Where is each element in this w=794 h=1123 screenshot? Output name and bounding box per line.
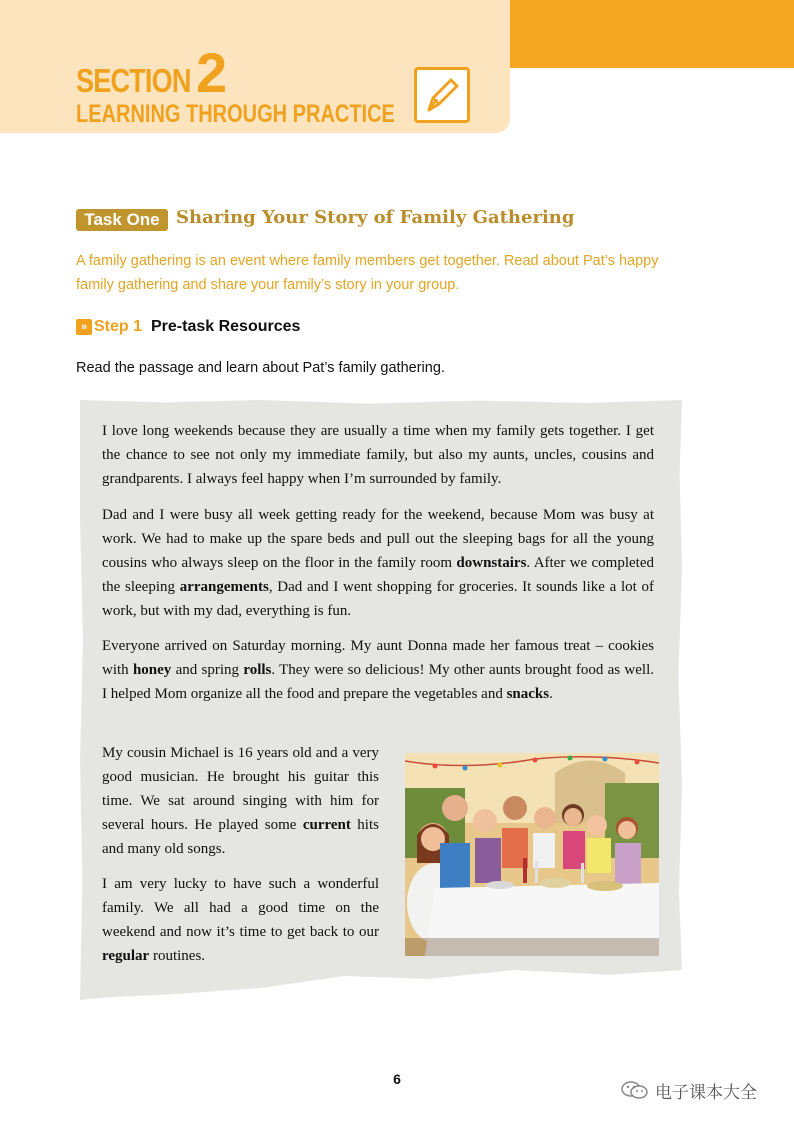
passage-paragraph-1: I love long weekends because they are usually a time when my family gets together. I get the chance to see not only my immediate family, but also my aunts, uncles, cousins and grandparents. I always feel happy when I’m surrounded by family. xyxy=(102,423,654,487)
vocab-honey: honey xyxy=(132,662,172,678)
passage-paragraph-5: I am very lucky to have such a wonderful family. We all had a good time on the weekend and now it’s time to get back to our regular routines. xyxy=(102,876,379,964)
task-badge: Task One xyxy=(76,209,168,231)
watermark-text: 电子课本大全 xyxy=(655,1083,757,1102)
passage-paragraph-4: My cousin Michael is 16 years old and a very good musician. He brought his guitar this time. We sat around singing with him for several hours. He played some current hits and many old songs. xyxy=(102,745,379,857)
passage-paragraph-2: Dad and I were busy all week getting ready for the weekend, because Mom was busy at work. We had to make up the spare beds and pull out the sleeping bags for all the young cousins who always sleep on the floor in the family room downstairs. After we completed the sleeping arrangements, Dad and I went shopping for groceries. It sounds like a lot of work, but with my dad, everything is fun. xyxy=(102,507,654,619)
vocab-snacks: snacks xyxy=(506,686,550,702)
section-word: SECTION xyxy=(76,62,191,99)
passage-paragraph-3: Everyone arrived on Saturday morning. My aunt Donna made her famous treat – cookies with honey and spring rolls. They were so delicious! My other aunts brought food as well. I helped Mom organize all the food and prepare the vegetables and snacks. xyxy=(102,638,654,702)
section-number: 2 xyxy=(196,41,228,104)
step-label: Step 1 xyxy=(94,318,143,335)
task-intro: A family gathering is an event where family members get together. Read about Pat’s happy family gathering and share your family’s story in your group. xyxy=(76,253,659,293)
wechat-icon xyxy=(620,1079,650,1101)
vocab-rolls: rolls xyxy=(243,662,272,678)
step-title: Pre-task Resources xyxy=(151,318,301,335)
task-title: Sharing Your Story of Family Gathering xyxy=(176,207,575,228)
vocab-downstairs: downstairs xyxy=(456,555,527,571)
header-accent-bar xyxy=(510,0,794,68)
pen-icon xyxy=(414,67,470,123)
double-chevron-icon: » xyxy=(76,319,92,335)
section-subtitle: LEARNING THROUGH PRACTICE xyxy=(76,100,395,128)
step-instruction: Read the passage and learn about Pat’s family gathering. xyxy=(76,360,445,376)
vocab-arrangements: arrangements xyxy=(179,579,269,595)
family-dinner-photo xyxy=(405,753,659,956)
vocab-current: current xyxy=(302,817,351,833)
vocab-regular: regular xyxy=(102,948,150,964)
page-number: 6 xyxy=(393,1071,401,1087)
